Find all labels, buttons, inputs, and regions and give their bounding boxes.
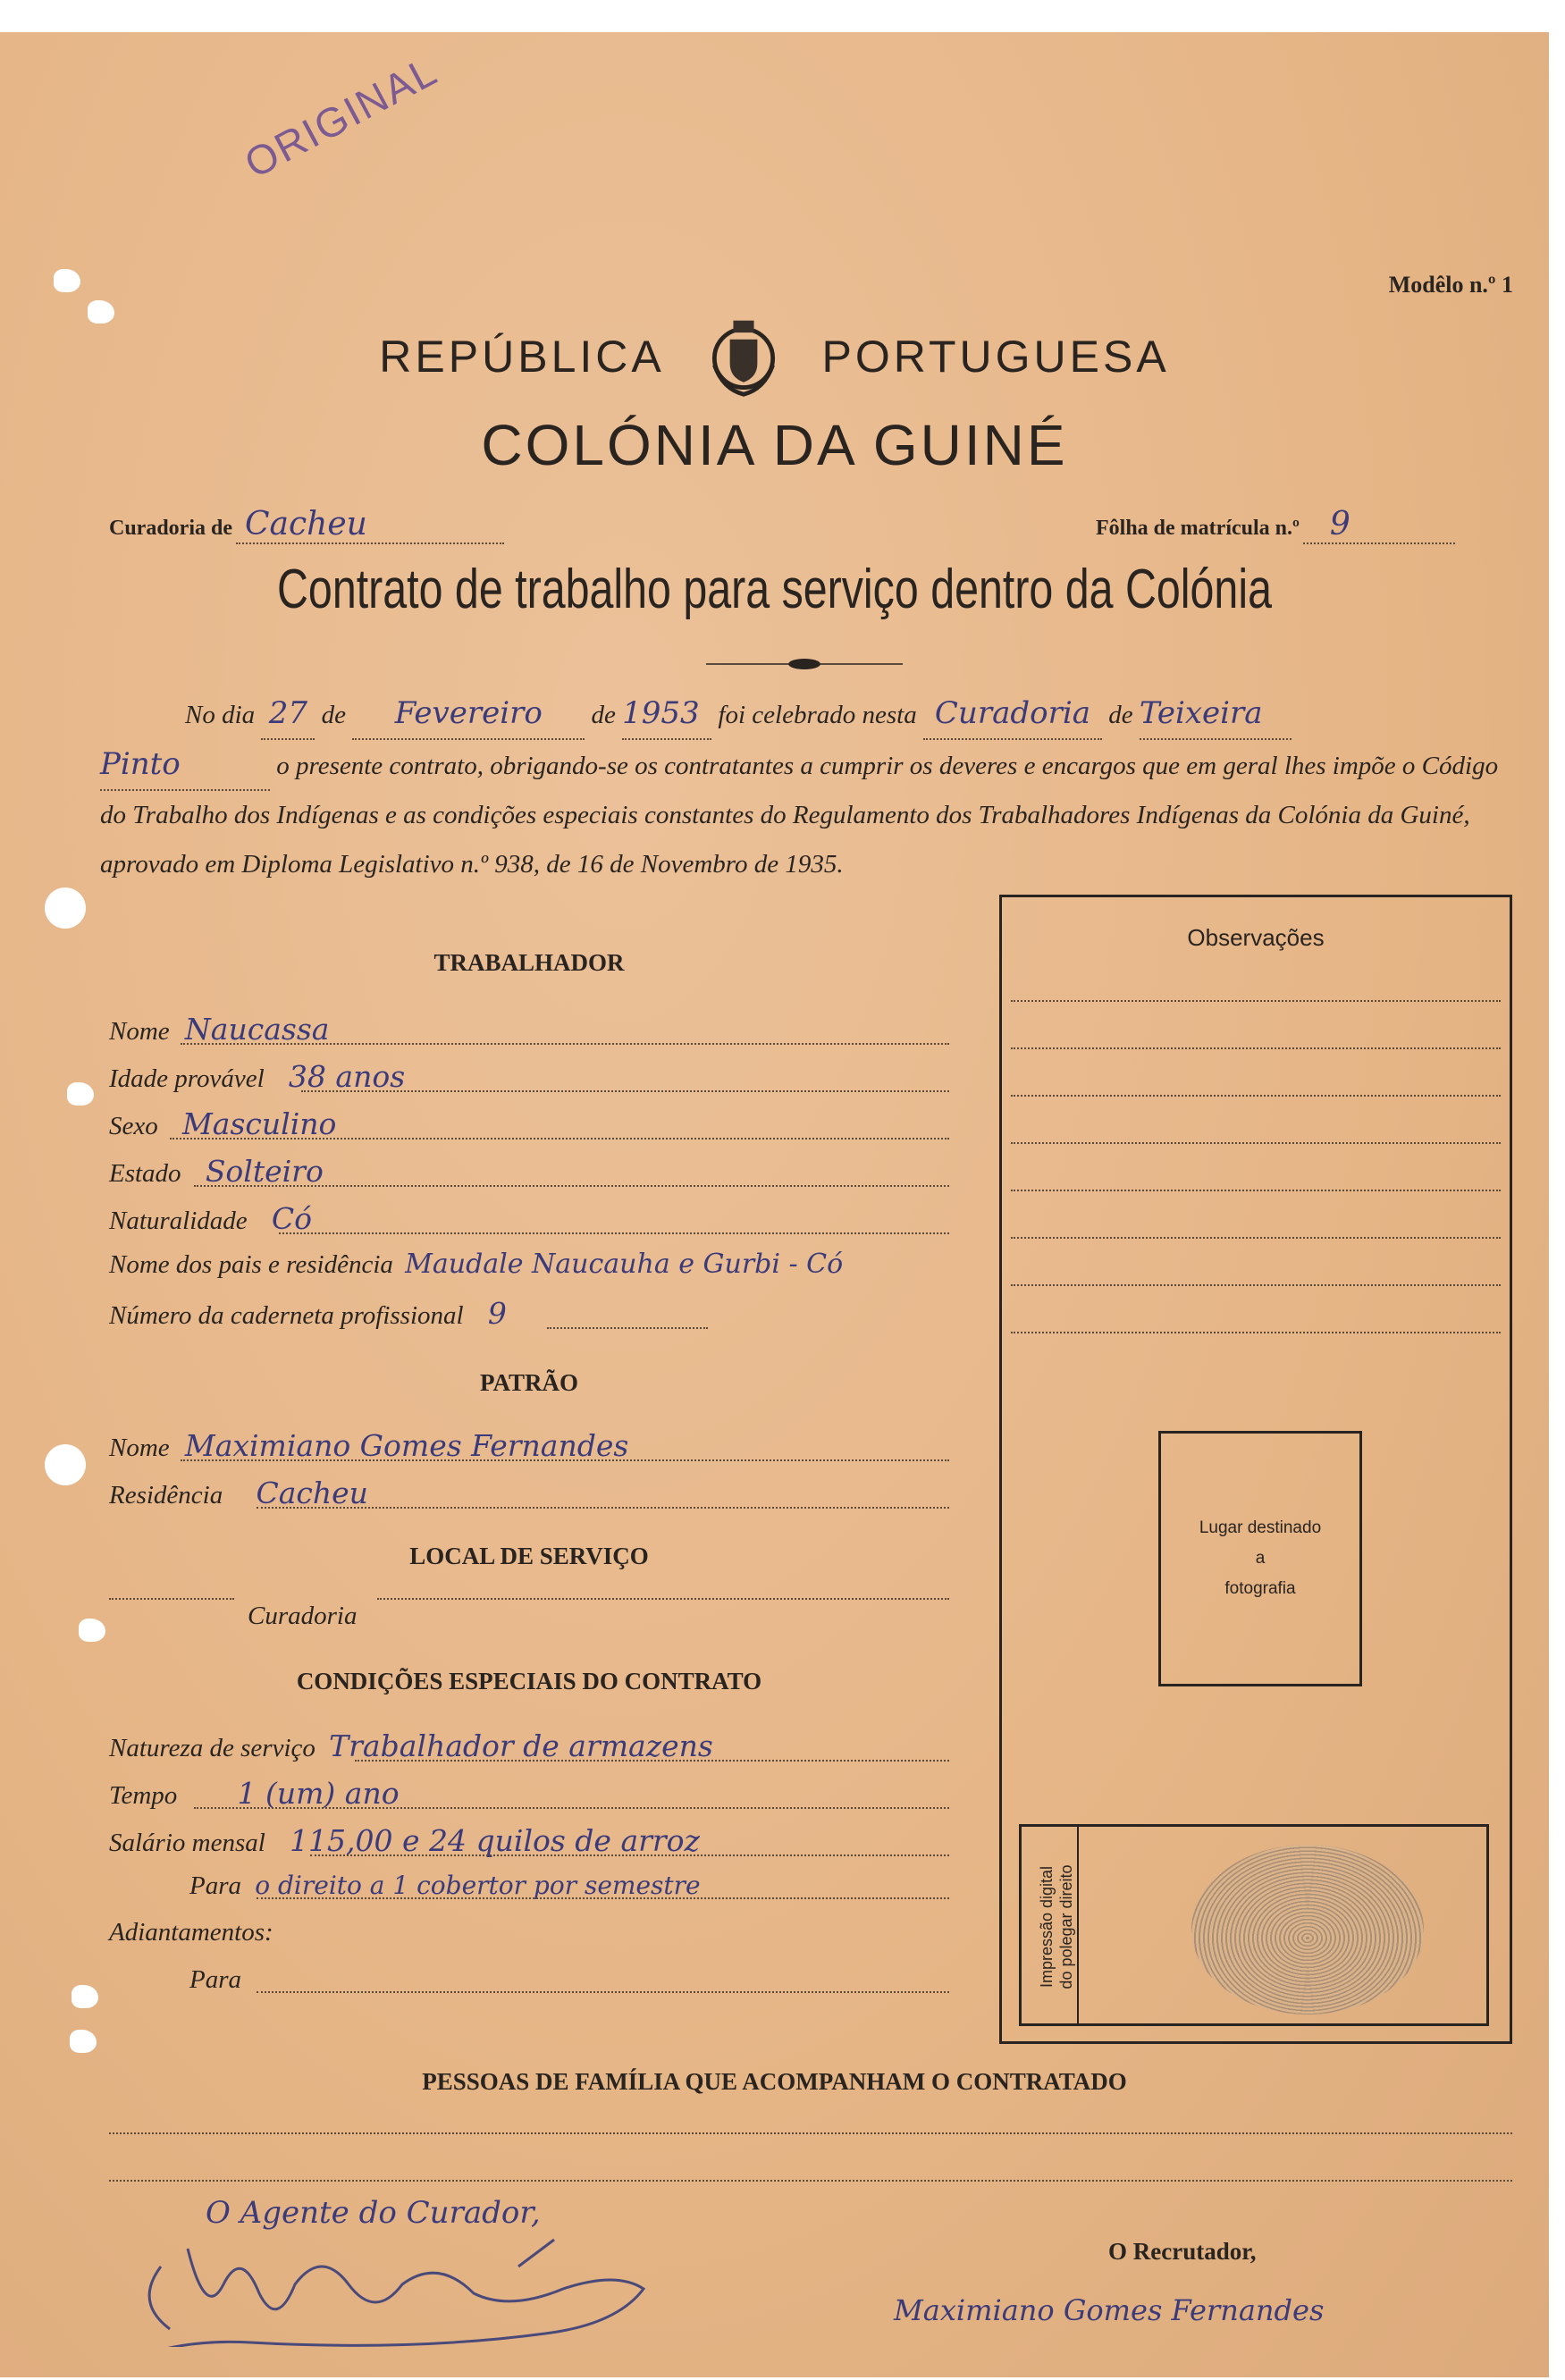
trabalhador-caderneta-label: Número da caderneta profissional <box>109 1301 464 1330</box>
intro-local2: Teixeira <box>1140 689 1292 740</box>
natureza-label: Natureza de serviço <box>109 1734 316 1762</box>
trabalhador-sexo-value: Masculino <box>182 1106 337 1141</box>
intro-p3: de <box>591 701 616 729</box>
para2-label: Para <box>189 1965 241 1994</box>
patrao-nome-row <box>109 1428 949 1463</box>
folha-value: 9 <box>1303 506 1455 544</box>
trabalhador-estado-label: Estado <box>109 1159 181 1188</box>
patrao-heading: PATRÃO <box>480 1369 578 1396</box>
para2-row <box>109 1965 949 1995</box>
contract-title: Contrato de trabalho para serviço dentro da Colónia <box>277 559 1272 620</box>
trabalhador-nome-label: Nome <box>109 1017 170 1046</box>
intro-p5: de <box>1108 701 1133 729</box>
curadoria-line <box>109 506 556 544</box>
trabalhador-idade-value: 38 anos <box>288 1059 406 1094</box>
recrutador-label: O Recrutador, <box>1108 2238 1257 2265</box>
familia-heading: PESSOAS DE FAMÍLIA QUE ACOMPANHAM O CONTRATADO <box>422 2068 1127 2095</box>
trabalhador-naturalidade-value: Có <box>271 1201 313 1236</box>
patrao-residencia-value: Cacheu <box>256 1476 368 1510</box>
salario-value: 115,00 e 24 quilos de arroz <box>290 1823 700 1858</box>
local-servico-heading: LOCAL DE SERVIÇO <box>409 1543 649 1569</box>
intro-dia: 27 <box>261 689 315 740</box>
patrao-nome-label: Nome <box>109 1434 170 1462</box>
trabalhador-idade-row <box>109 1059 949 1094</box>
header-right-word: PORTUGUESA <box>821 332 1170 382</box>
observacoes-title: Observações <box>1187 924 1325 951</box>
trabalhador-pais-value: Maudale Naucauha e Gurbi - Có <box>405 1249 844 1280</box>
curadoria-value: Cacheu <box>236 506 504 544</box>
thumbprint-label-line1: Impressão digital <box>1038 1865 1056 1989</box>
tempo-label: Tempo <box>109 1781 178 1810</box>
intro-local3: Pinto <box>100 740 270 791</box>
trabalhador-pais-label: Nome dos pais e residência <box>109 1250 393 1279</box>
photo-placeholder <box>1158 1431 1362 1686</box>
para-row <box>109 1871 949 1901</box>
intro-p1: No dia <box>185 701 256 729</box>
trabalhador-sexo-row <box>109 1106 949 1141</box>
natureza-value: Trabalhador de armazens <box>329 1728 713 1763</box>
trabalhador-caderneta-row <box>109 1296 949 1331</box>
modelo-number: Modêlo n.º 1 <box>1388 272 1513 298</box>
patrao-residencia-label: Residência <box>109 1481 223 1510</box>
photo-label-line2: a <box>1255 1549 1266 1568</box>
intro-p4: foi celebrado nesta <box>718 701 917 729</box>
curadoria-label: Curadoria de <box>109 517 232 540</box>
contract-intro <box>100 689 1503 889</box>
patrao-nome-value: Maximiano Gomes Fernandes <box>184 1428 629 1463</box>
recrutador-signature: Maximiano Gomes Fernandes <box>894 2293 1325 2327</box>
intro-mes: Fevereiro <box>352 689 585 740</box>
trabalhador-naturalidade-label: Naturalidade <box>109 1207 248 1235</box>
folha-label: Fôlha de matrícula n.º <box>1096 517 1300 540</box>
thumbprint-label-line2: do polegar direito <box>1057 1864 1075 1989</box>
condicoes-heading: CONDIÇÕES ESPECIAIS DO CONTRATO <box>296 1668 762 1695</box>
tempo-row <box>109 1776 949 1811</box>
salario-row <box>109 1823 949 1858</box>
tempo-value: 1 (um) ano <box>237 1776 400 1811</box>
thumbprint-box <box>1019 1824 1489 2026</box>
thumbprint-image <box>1191 1845 1424 2014</box>
adiantamentos-label: Adiantamentos: <box>109 1918 273 1947</box>
photo-label-line1: Lugar destinado <box>1199 1518 1322 1537</box>
trabalhador-caderneta-value: 9 <box>487 1296 507 1331</box>
trabalhador-pais-row <box>109 1249 985 1280</box>
trabalhador-sexo-label: Sexo <box>109 1112 158 1140</box>
patrao-residencia-row <box>109 1476 949 1510</box>
intro-ano: 1953 <box>622 689 711 740</box>
trabalhador-nome-row <box>109 1012 949 1047</box>
trabalhador-naturalidade-row <box>109 1201 949 1236</box>
salario-label: Salário mensal <box>109 1829 265 1857</box>
trabalhador-heading: TRABALHADOR <box>433 949 625 976</box>
natureza-row <box>109 1728 949 1763</box>
colonia-title: COLÓNIA DA GUINÉ <box>481 413 1068 477</box>
para-label: Para <box>189 1871 241 1900</box>
folha-line <box>1096 506 1507 544</box>
local-curadoria-label: Curadoria <box>248 1602 358 1630</box>
agente-label: O Agente do Curador, <box>206 2195 541 2231</box>
thumbprint-label <box>1034 1854 1075 1997</box>
trabalhador-idade-label: Idade provável <box>109 1064 265 1093</box>
para-value: o direito a 1 cobertor por semestre <box>255 1871 701 1900</box>
header-left-word: REPÚBLICA <box>379 332 665 382</box>
coat-of-arms-icon <box>701 314 787 399</box>
photo-label-line3: fotografia <box>1224 1579 1296 1598</box>
original-stamp: ORIGINAL <box>237 46 445 188</box>
agente-signature <box>54 2213 769 2347</box>
intro-p2: de <box>321 701 347 729</box>
intro-rest: o presente contrato, obrigando-se os contratantes a cumprir os deveres e encargos que em geral lhes impõe o Código do Trabalho dos Indígenas e as condições especiais constantes do Regulamento dos Trabalhadores Indígenas da Colónia da Guiné, aprovado em Diploma Legislativo n.º 938, de 16 de Novembro de 1935. <box>100 752 1499 879</box>
header-republica <box>0 314 1549 399</box>
ornament-divider <box>706 658 903 670</box>
contract-document <box>0 32 1549 2377</box>
trabalhador-nome-value: Naucassa <box>184 1012 330 1047</box>
adiantamentos-row <box>109 1918 949 1947</box>
trabalhador-estado-row <box>109 1154 949 1189</box>
intro-local1: Curadoria <box>923 689 1102 740</box>
trabalhador-estado-value: Solteiro <box>205 1154 324 1189</box>
